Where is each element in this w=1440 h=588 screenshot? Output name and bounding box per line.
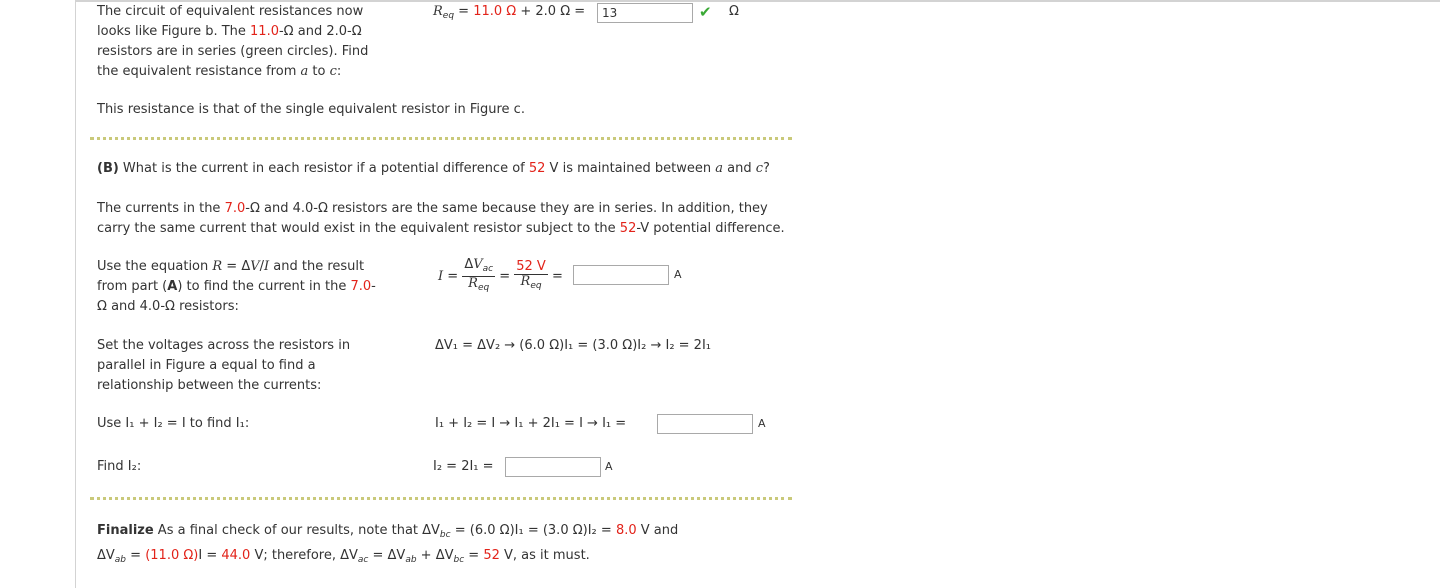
eq-term: 2.0 Ω (535, 4, 571, 19)
voltage-value: 44.0 (221, 548, 251, 563)
eq-operator: + (516, 4, 536, 19)
finalize-text: = ΔV (368, 548, 406, 563)
step-text: = Δ (222, 259, 251, 274)
subscript: bc (439, 530, 451, 540)
eq-term: 11.0 Ω (473, 4, 517, 19)
part-label: (B) (97, 161, 119, 176)
divider (90, 497, 792, 500)
step-text: Use the equation (97, 259, 213, 274)
finalize-line-1 (97, 521, 678, 545)
current-i1-input[interactable] (657, 414, 753, 434)
part-b-question (97, 159, 770, 179)
step-text: -Ω and 4.0-Ω resistors: (97, 279, 376, 314)
delta-symbol: Δ (464, 257, 474, 272)
resistance-value: 7.0 (224, 201, 246, 216)
subscript: ab (405, 555, 417, 565)
eq-subscript: eq (442, 11, 455, 21)
voltage-value: 52 (619, 221, 637, 236)
part-a-text: : (336, 64, 342, 79)
question-text: What is the current in each resistor if a potential difference of (118, 161, 529, 176)
node-a: a (300, 64, 309, 79)
finalize-text: V; therefore, ΔV (250, 548, 358, 563)
finalize-text: I = (198, 548, 222, 563)
question-text: and (723, 161, 756, 176)
eq-symbol: R (433, 4, 443, 19)
step-text: ) to find the current in the (177, 279, 351, 294)
finalize-text: + ΔV (416, 548, 454, 563)
step-4-text: Find I₂: (97, 459, 142, 474)
part-a-text: -Ω and 2.0-Ω resistors are in series (green circles). Find the equivalent resistance from (97, 24, 369, 79)
subscript: eq (477, 283, 490, 293)
unit-amps: A (605, 460, 613, 473)
finalize-text: V and (636, 523, 679, 538)
symbol-r: R (468, 276, 478, 291)
fraction-52v-over-req (514, 260, 548, 293)
symbol-i: I (264, 259, 270, 274)
resistance-value: 7.0 (350, 279, 372, 294)
symbol-i: I (438, 269, 444, 284)
finalize-text: = (126, 548, 146, 563)
part-a-note: This resistance is that of the single equivalent resistor in Figure c. (97, 102, 525, 117)
step-1-text (97, 257, 377, 317)
explanation-text: The currents in the (97, 201, 225, 216)
explanation-text: -V potential difference. (636, 221, 785, 236)
step-4-equation: I₂ = 2I₁ = (433, 459, 494, 474)
eq-operator: = (495, 269, 515, 284)
part-ref: A (167, 279, 178, 294)
subscript: ac (482, 264, 494, 274)
eq-operator: = (570, 4, 586, 19)
symbol-v: V (473, 257, 483, 272)
subscript: bc (453, 555, 465, 565)
question-text: V is maintained between (545, 161, 716, 176)
voltage-value: 52 (483, 548, 500, 563)
resistance-value: (11.0 Ω) (145, 548, 199, 563)
step-2-equation: ΔV₁ = ΔV₂ → (6.0 Ω)I₁ = (3.0 Ω)I₂ → I₂ = 2I₁ (435, 338, 712, 353)
voltage-value: 8.0 (615, 523, 637, 538)
fraction-delta-v-over-req (462, 258, 495, 295)
current-i2-input[interactable] (505, 457, 601, 477)
finalize-text: V, as it must. (499, 548, 590, 563)
part-a-text: to (308, 64, 330, 79)
finalize-line-2 (97, 546, 590, 570)
unit-amps: A (674, 268, 682, 281)
node-c: c (755, 161, 764, 176)
step-3-equation: I₁ + I₂ = I → I₁ + 2I₁ = I → I₁ = (435, 416, 627, 431)
part-b-explanation (97, 199, 797, 239)
finalize-text: = (464, 548, 484, 563)
finalize-text: ΔV (97, 548, 115, 563)
voltage-value: 52 V (516, 259, 546, 274)
check-icon: ✔ (699, 3, 712, 21)
step-3-text: Use I₁ + I₂ = I to find I₁: (97, 416, 250, 431)
question-text: ? (763, 161, 770, 176)
step-text: / (259, 259, 265, 274)
current-i-input[interactable] (573, 265, 669, 285)
req-equation (433, 2, 585, 26)
node-c: c (329, 64, 337, 79)
eq-operator: = (547, 269, 563, 284)
part-a-instructions (97, 2, 387, 82)
divider (90, 137, 792, 140)
eq-operator: = (454, 4, 474, 19)
voltage-value: 52 (528, 161, 546, 176)
unit-amps: A (758, 417, 766, 430)
symbol-r: R (520, 274, 531, 289)
part-a-text: The circuit of equivalent resistances now looks like Figure b. The (97, 4, 364, 39)
explanation-text: -Ω and 4.0-Ω resistors are the same because they are in series. In addition, they carry the same current that would exist in the equivalent resistor subject to the (97, 201, 768, 236)
current-equation (438, 258, 563, 295)
node-a: a (715, 161, 723, 176)
step-2-text: Set the voltages across the resistors in parallel in Figure a equal to find a relationship between the currents: (97, 338, 351, 393)
subscript: eq (530, 281, 542, 291)
eq-operator: = (443, 269, 463, 284)
finalize-label: Finalize (97, 523, 154, 538)
ohm-unit: Ω (729, 4, 739, 19)
subscript: ac (357, 555, 369, 565)
req-answer-input[interactable] (597, 3, 693, 23)
symbol-v: V (250, 259, 260, 274)
step-text: and the result from part ( (97, 259, 365, 294)
resistance-value: 11.0 (250, 24, 279, 39)
finalize-text: As a final check of our results, note that ΔV (153, 523, 440, 538)
subscript: ab (114, 555, 127, 565)
finalize-text: = (6.0 Ω)I₁ = (3.0 Ω)I₂ = (450, 523, 616, 538)
symbol-r: R (212, 259, 223, 274)
